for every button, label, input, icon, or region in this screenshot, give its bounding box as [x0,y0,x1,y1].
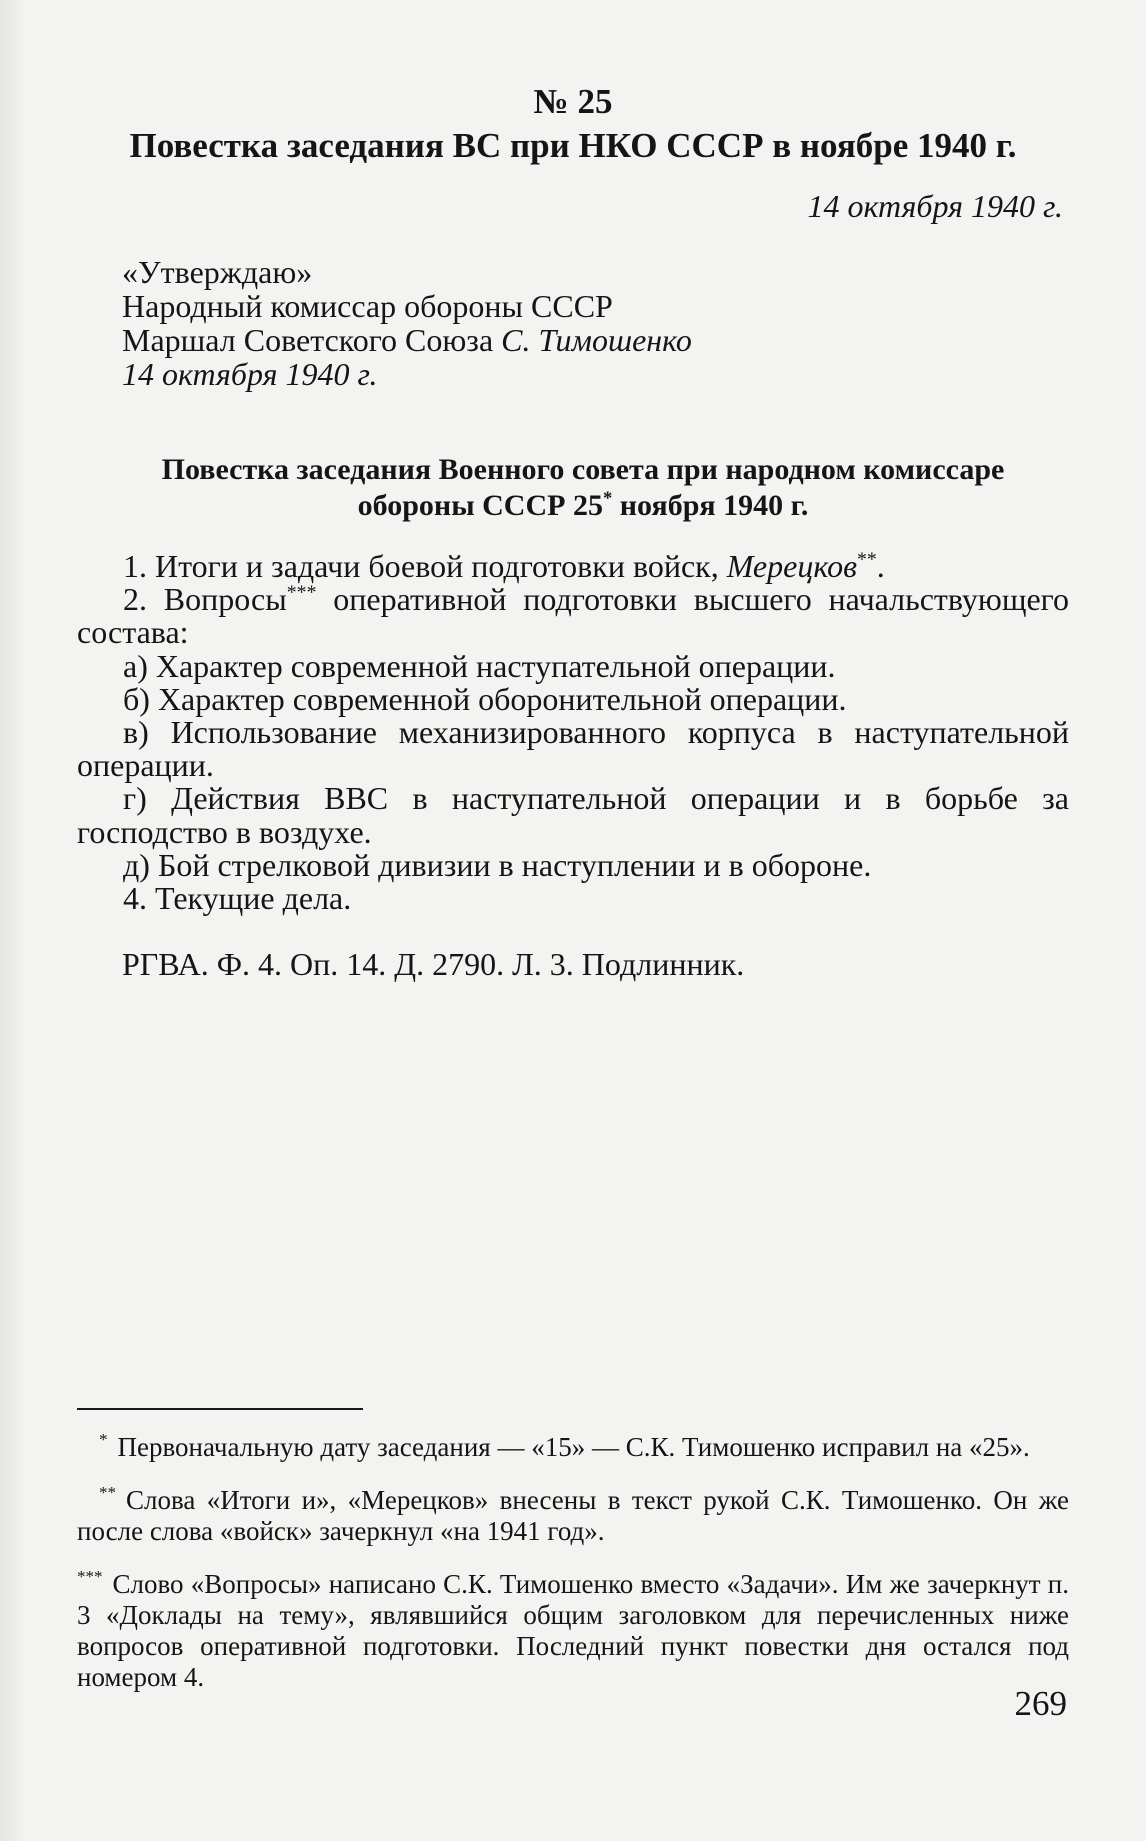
footnote-ref-3: *** [286,581,317,604]
footnote-ref-2: ** [856,548,877,571]
footnote-ref-1: * [602,488,613,509]
document-number: № 25 [533,82,613,121]
footnote-text: Первоначальную дату заседания — «15» — С.К. Тимошенко исправил на «25». [117,1432,1030,1462]
document-title: Повестка заседания ВС при НКО СССР в ноябре 1940 г. [129,126,1017,165]
approval-rank: Маршал Советского Союза [122,322,494,358]
agenda-subitem-b: б) Характер современной оборонительной операции. [123,680,847,717]
footnote-1 [77,1424,1069,1463]
footnote-mark: *** [77,1567,103,1586]
footnote-3 [77,1561,1069,1693]
approval-signatory [122,323,692,357]
footnote-mark: * [99,1430,108,1449]
approval-block [122,255,692,391]
agenda-item-end: . [876,548,885,584]
agenda-item-speaker: Мерецков [726,548,857,584]
document-date: 14 октября 1940 г. [807,188,1063,224]
agenda-subitem-c: в) Использование механизированного корпуса в наступательной операции. [77,714,1069,784]
agenda-title [100,452,1066,524]
agenda-subitem-d: г) Действия ВВС в наступательной операции и в борьбе за господство в воздухе. [77,780,1069,850]
page-number: 269 [1014,1684,1067,1723]
agenda-items [77,550,1069,915]
archive-source: РГВА. Ф. 4. Оп. 14. Д. 2790. Л. 3. Подлинник. [122,946,745,982]
approval-position: Народный комиссар обороны СССР [122,288,613,324]
agenda-item-2 [77,583,1069,649]
agenda-item-4: 4. Текущие дела. [123,880,352,917]
page-edge-shadow [0,0,26,1841]
agenda-subitem-e: д) Бой стрелковой дивизии в наступлении и в обороне. [123,846,872,883]
footnote-2 [77,1477,1069,1547]
footnotes [77,1424,1069,1707]
agenda-title-line-2 [100,488,1066,524]
footnote-text: Слова «Итоги и», «Мерецков» внесены в текст рукой С.К. Тимошенко. Он же после слова «войск» зачеркнул «на 1941 год». [77,1485,1069,1546]
agenda-item-text: оперативной подготовки высшего начальствующего состава: [77,581,1070,651]
footnote-mark: ** [99,1483,116,1502]
agenda-item-text: 2. Вопросы [123,581,287,618]
approval-stamp: «Утверждаю» [122,254,313,290]
approval-date: 14 октября 1940 г. [122,356,378,392]
agenda-subitem-a: а) Характер современной наступательной операции. [123,647,836,684]
approval-name: С. Тимошенко [501,322,692,358]
agenda-item-1 [77,550,1069,583]
agenda-title-part: ноября 1940 г. [612,489,809,522]
agenda-title-part: обороны СССР 25 [357,489,603,522]
agenda-title-line-1: Повестка заседания Военного совета при народном комиссаре [161,453,1005,486]
footnote-divider [77,1408,363,1410]
footnote-text: Слово «Вопросы» написано С.К. Тимошенко вместо «Задачи». Им же зачеркнут п. 3 «Доклады на тему», являвшийся общим заголовком для перечисленных ниже вопросов оперативной подготовки. Последний пункт повестки дня остался под номером 4. [77,1569,1069,1692]
agenda-item-text: 1. Итоги и задачи боевой подготовки войск, [123,548,727,584]
